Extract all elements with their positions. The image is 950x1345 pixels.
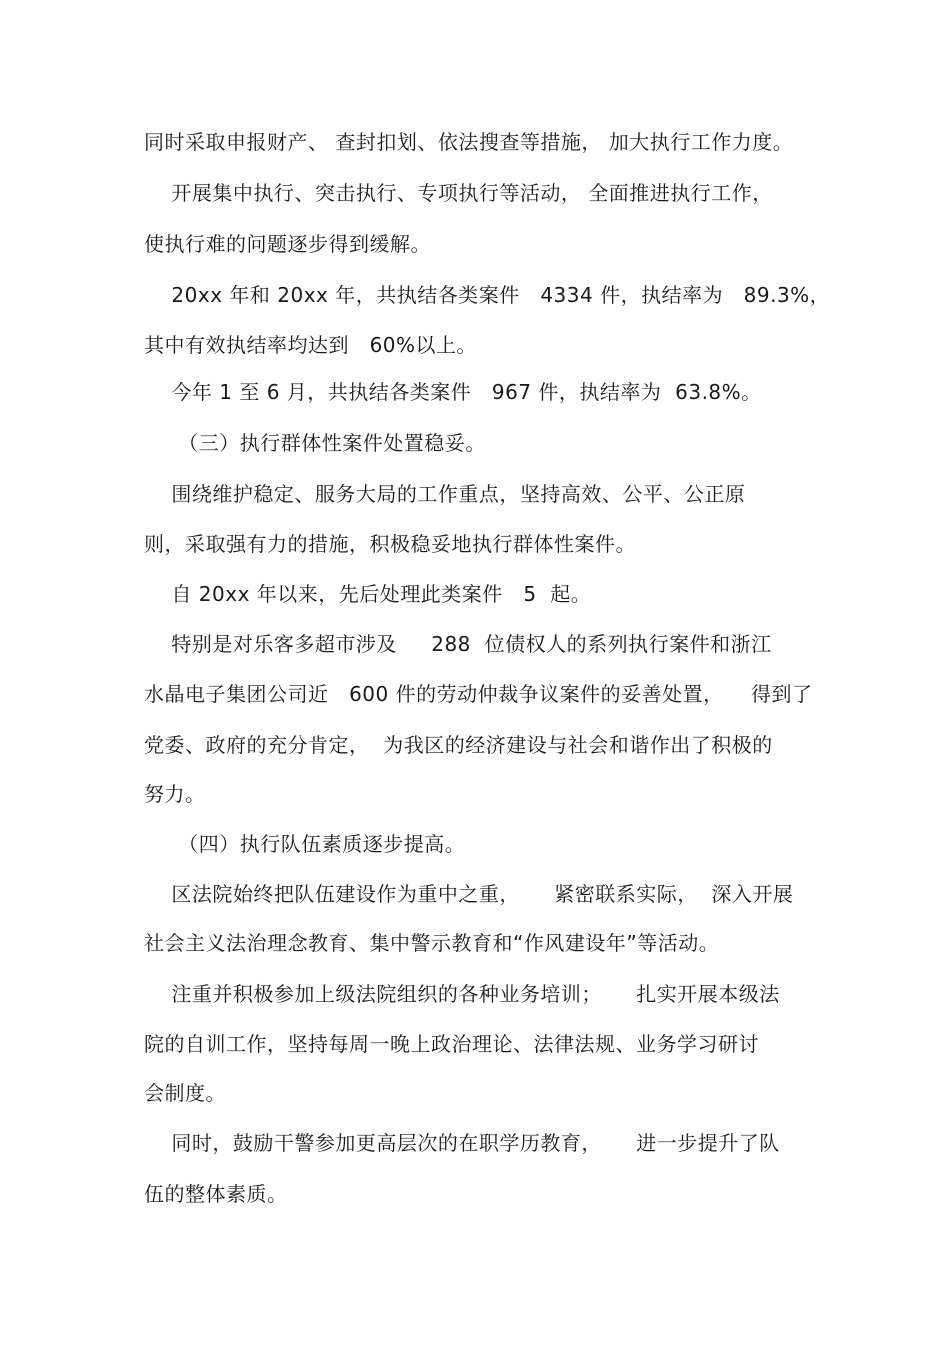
text-line: 水晶电子集团公司近 600 件的劳动仲裁争议案件的妥善处置， 得到了 — [144, 682, 813, 706]
section-heading: （四）执行队伍素质逐步提高。 — [144, 832, 466, 856]
text-line: 社会主义法治理念教育、集中警示教育和“作风建设年”等活动。 — [144, 931, 720, 955]
text-line: 围绕维护稳定、服务大局的工作重点，坚持高效、公平、公正原 — [144, 482, 746, 506]
text-line: 院的自训工作，坚持每周一晚上政治理论、法律法规、业务学习研讨 — [144, 1032, 759, 1056]
text-line: 同时，鼓励干警参加更高层次的在职学历教育， 进一步提升了队 — [144, 1131, 780, 1155]
text-line: 使执行难的问题逐步得到缓解。 — [144, 232, 431, 256]
text-line: 今年 1 至 6 月，共执结各类案件 967 件，执结率为 63.8%。 — [144, 380, 762, 404]
text-line: 同时采取申报财产、 查封扣划、依法搜查等措施， 加大执行工作力度。 — [144, 130, 794, 154]
text-line: 特别是对乐客多超市涉及 288 位债权人的系列执行案件和浙江 — [144, 632, 772, 656]
text-line: 自 20xx 年以来，先后处理此类案件 5 起。 — [144, 582, 592, 606]
text-line: 会制度。 — [144, 1081, 226, 1105]
text-line: 注重并积极参加上级法院组织的各种业务培训； 扎实开展本级法 — [144, 982, 780, 1006]
section-heading: （三）执行群体性案件处置稳妥。 — [144, 431, 486, 455]
text-line: 区法院始终把队伍建设作为重中之重， 紧密联系实际， 深入开展 — [144, 882, 794, 906]
text-line: 开展集中执行、突击执行、专项执行等活动， 全面推进执行工作， — [144, 181, 773, 205]
text-line: 其中有效执结率均达到 60%以上。 — [144, 333, 478, 357]
text-line: 党委、政府的充分肯定， 为我区的经济建设与社会和谐作出了积极的 — [144, 733, 773, 757]
text-line: 20xx 年和 20xx 年，共执结各类案件 4334 件，执结率为 89.3%， — [144, 283, 831, 307]
text-line: 则，采取强有力的措施，积极稳妥地执行群体性案件。 — [144, 532, 636, 556]
text-line: 努力。 — [144, 782, 206, 806]
text-line: 伍的整体素质。 — [144, 1182, 288, 1206]
